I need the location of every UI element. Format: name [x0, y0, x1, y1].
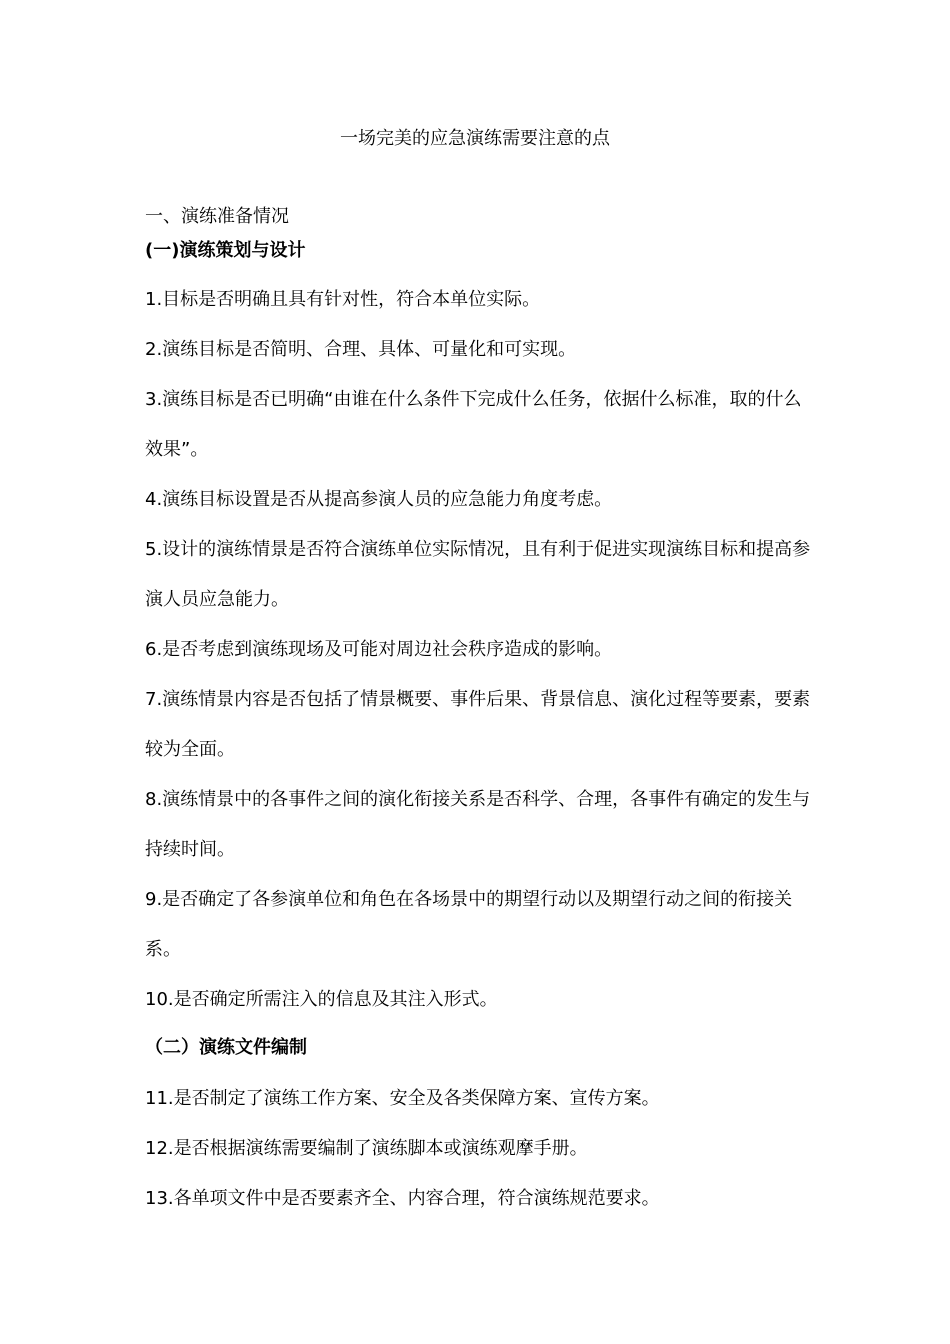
list-item: 3.演练目标是否已明确“由谁在什么条件下完成什么任务，依据什么标准，取的什么效果”。: [145, 389, 802, 460]
subsection-heading-planning: (一)演练策划与设计: [145, 240, 306, 261]
list-item: 7.演练情景内容是否包括了情景概要、事件后果、背景信息、演化过程等要素，要素较为全面。: [145, 689, 811, 760]
subsection-heading-documents: （二）演练文件编制: [145, 1037, 307, 1058]
list-item: 1.目标是否明确且具有针对性，符合本单位实际。: [145, 289, 541, 310]
list-item: 2.演练目标是否简明、合理、具体、可量化和可实现。: [145, 339, 577, 360]
list-item: 13.各单项文件中是否要素齐全、内容合理，符合演练规范要求。: [145, 1188, 660, 1209]
document-title: 一场完美的应急演练需要注意的点: [340, 128, 610, 149]
list-item: 4.演练目标设置是否从提高参演人员的应急能力角度考虑。: [145, 489, 613, 510]
section-heading: 一、演练准备情况: [145, 206, 289, 227]
list-item: 9.是否确定了各参演单位和角色在各场景中的期望行动以及期望行动之间的衔接关系。: [145, 889, 793, 960]
list-item: 6.是否考虑到演练现场及可能对周边社会秩序造成的影响。: [145, 639, 613, 660]
list-item: 5.设计的演练情景是否符合演练单位实际情况，且有利于促进实现演练目标和提高参演人员应急能力。: [145, 539, 811, 610]
list-item: 8.演练情景中的各事件之间的演化衔接关系是否科学、合理，各事件有确定的发生与持续时间。: [145, 789, 811, 860]
list-item: 11.是否制定了演练工作方案、安全及各类保障方案、宣传方案。: [145, 1088, 660, 1109]
list-item: 10.是否确定所需注入的信息及其注入形式。: [145, 989, 498, 1010]
list-item: 12.是否根据演练需要编制了演练脚本或演练观摩手册。: [145, 1138, 588, 1159]
